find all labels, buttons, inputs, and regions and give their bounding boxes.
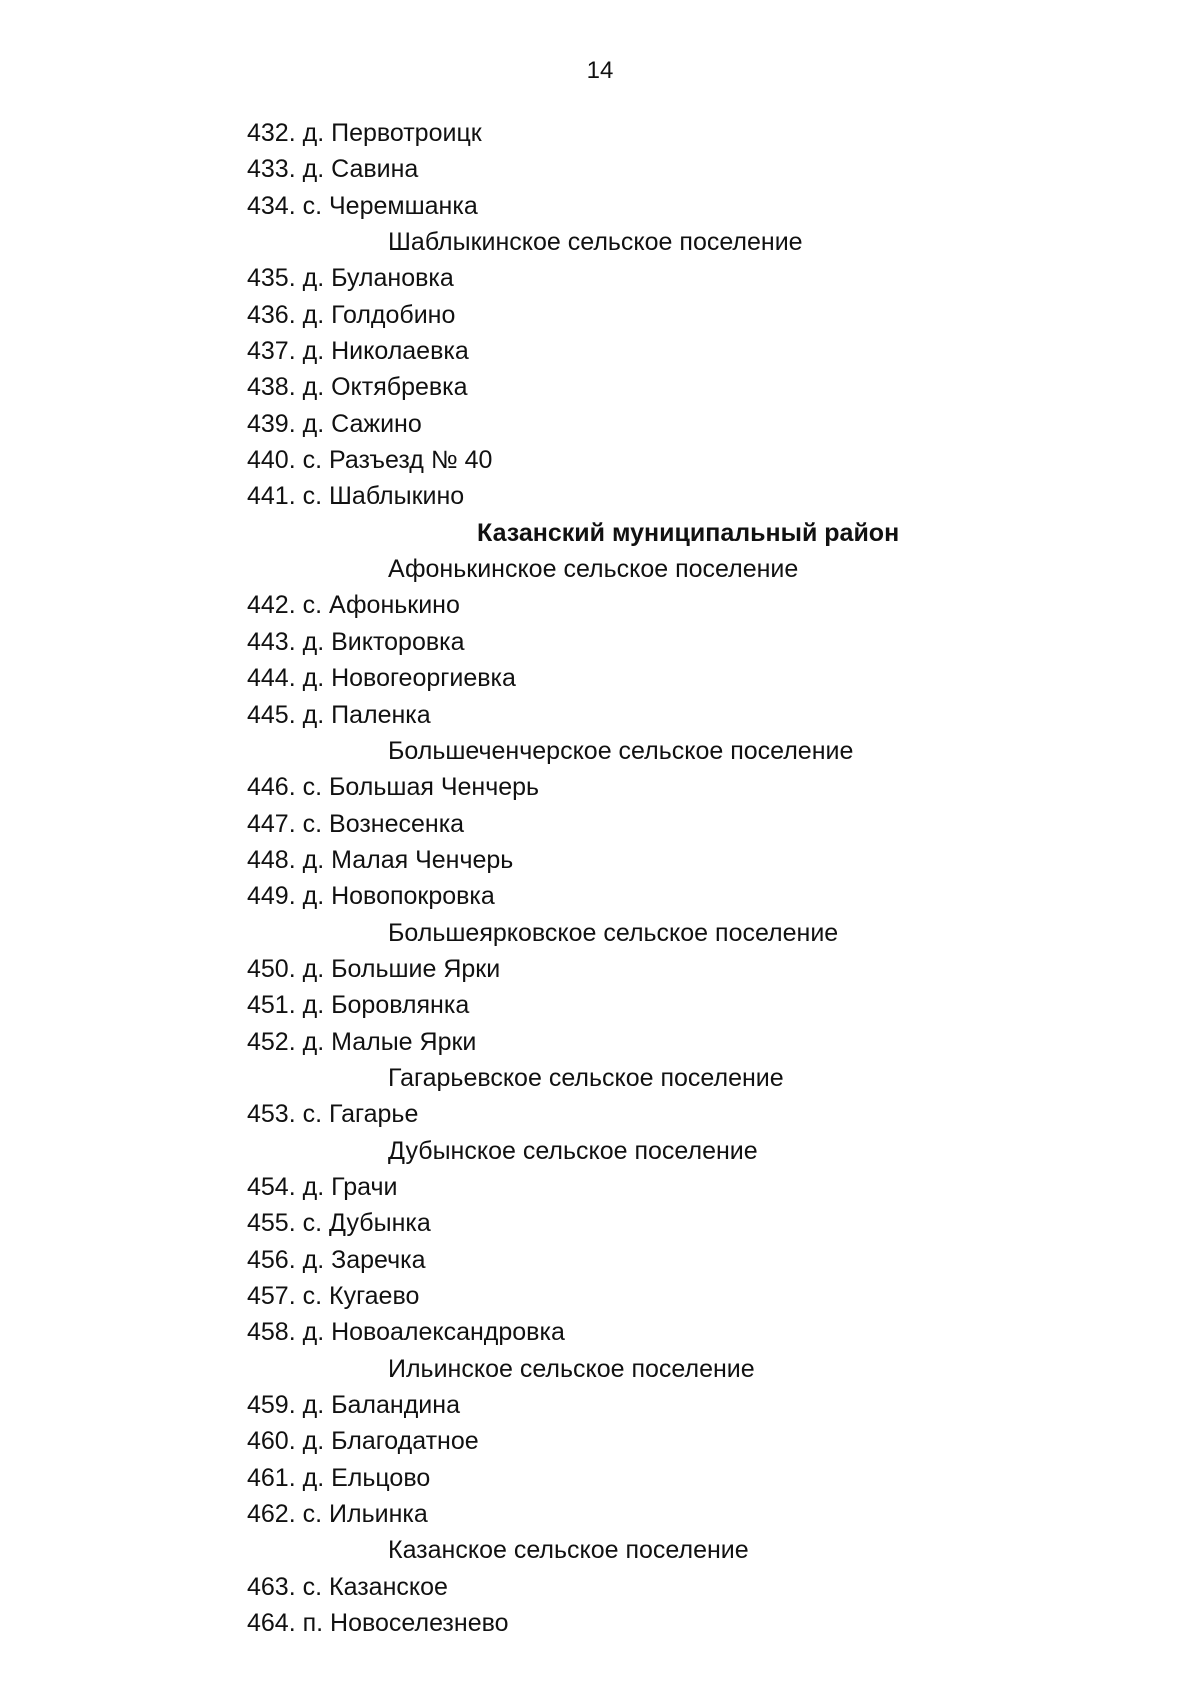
list-item-number: 436. <box>247 300 296 329</box>
list-item <box>0 1387 1200 1423</box>
list-item-number: 453. <box>247 1100 296 1129</box>
list-item-number: 448. <box>247 845 296 874</box>
list-item-name: д. Булановка <box>302 264 454 293</box>
list-item-number: 444. <box>247 664 296 693</box>
settlement-heading: Гагарьевское сельское поселение <box>388 1063 784 1092</box>
list-item-name: д. Николаевка <box>302 337 469 366</box>
list-item-name: с. Ильинка <box>302 1500 428 1529</box>
list-item <box>0 1423 1200 1459</box>
list-item <box>0 697 1200 733</box>
list-item-number: 439. <box>247 409 296 438</box>
settlement-heading: Большеченчерское сельское поселение <box>388 736 854 765</box>
list-item-number: 464. <box>247 1609 296 1638</box>
list-item-name: с. Вознесенка <box>302 809 465 838</box>
list-item-number: 443. <box>247 627 296 656</box>
list-item <box>0 1460 1200 1496</box>
list-item-number: 454. <box>247 1172 296 1201</box>
list-item-number: 445. <box>247 700 296 729</box>
list-item-number: 442. <box>247 591 296 620</box>
settlement-heading: Ильинское сельское поселение <box>388 1354 755 1383</box>
list-item-number: 460. <box>247 1427 296 1456</box>
list-item-name: с. Кугаево <box>302 1282 420 1310</box>
list-item <box>0 1605 1200 1641</box>
list-item <box>0 333 1200 369</box>
list-item <box>0 587 1200 623</box>
list-item-name: д. Боровлянка <box>302 991 470 1020</box>
list-item-name: с. Дубынка <box>302 1209 431 1238</box>
list-item-name: д. Большие Ярки <box>302 954 501 983</box>
list-item <box>0 806 1200 842</box>
list-item <box>0 842 1200 878</box>
list-item-number: 458. <box>247 1318 296 1347</box>
list-item-name: д. Грачи <box>302 1172 398 1201</box>
page-number: 14 <box>586 57 614 84</box>
list-item-number: 461. <box>247 1463 296 1492</box>
settlement-heading: Афонькинское сельское поселение <box>388 555 799 584</box>
list-item <box>0 1169 1200 1205</box>
list-item-number: 456. <box>247 1245 296 1274</box>
list-item <box>0 151 1200 187</box>
list-item-name: с. Большая Ченчерь <box>302 773 540 802</box>
locality-list <box>0 115 1200 1641</box>
list-item-name: д. Баландина <box>302 1391 460 1420</box>
list-item <box>0 297 1200 333</box>
list-item-number: 459. <box>247 1391 296 1420</box>
list-item <box>0 769 1200 805</box>
list-item-number: 441. <box>247 482 296 511</box>
list-item <box>0 369 1200 405</box>
list-item-number: 432. <box>247 119 296 147</box>
list-item-number: 433. <box>247 155 296 184</box>
list-item-number: 446. <box>247 773 296 802</box>
list-item <box>0 478 1200 514</box>
list-item-name: д. Малые Ярки <box>302 1027 477 1056</box>
settlement-heading: Большеярковское сельское поселение <box>388 918 839 947</box>
list-item <box>0 1205 1200 1241</box>
list-item-number: 451. <box>247 991 296 1020</box>
list-item-name: д. Викторовка <box>302 627 465 656</box>
list-item <box>0 1024 1200 1060</box>
list-item-number: 440. <box>247 446 296 475</box>
list-item-name: д. Паленка <box>302 700 431 729</box>
list-item-name: д. Октябревка <box>302 373 468 402</box>
list-item-name: д. Новогеоргиевка <box>302 664 516 693</box>
list-item-number: 438. <box>247 373 296 402</box>
list-item-number: 450. <box>247 954 296 983</box>
list-item <box>0 660 1200 696</box>
list-item <box>0 1242 1200 1278</box>
list-item-name: с. Афонькино <box>302 591 460 620</box>
list-item-name: с. Гагарье <box>302 1100 419 1129</box>
settlement-heading: Шаблыкинское сельское поселение <box>388 228 803 257</box>
list-item-name: д. Сажино <box>302 409 422 438</box>
list-item <box>0 624 1200 660</box>
list-item-name: д. Первотроицк <box>302 119 482 147</box>
list-item-number: 435. <box>247 264 296 293</box>
list-item-number: 455. <box>247 1209 296 1238</box>
list-item-name: д. Новопокровка <box>302 882 495 911</box>
list-item-name: д. Малая Ченчерь <box>302 845 514 874</box>
list-item-name: д. Ельцово <box>302 1463 431 1492</box>
list-item-number: 449. <box>247 882 296 911</box>
list-item-name: с. Разъезд № 40 <box>302 446 493 475</box>
list-item-name: п. Новоселезнево <box>302 1609 509 1638</box>
list-item-number: 437. <box>247 337 296 366</box>
list-item-name: д. Новоалександровка <box>302 1318 565 1347</box>
list-item <box>0 1496 1200 1532</box>
list-item <box>0 260 1200 296</box>
list-item <box>0 1314 1200 1350</box>
list-item-number: 434. <box>247 191 296 220</box>
list-item <box>0 406 1200 442</box>
list-item <box>0 987 1200 1023</box>
list-item <box>0 951 1200 987</box>
settlement-heading: Дубынское сельское поселение <box>388 1136 758 1165</box>
list-item-name: с. Казанское <box>302 1572 448 1601</box>
list-item <box>0 442 1200 478</box>
list-item-number: 452. <box>247 1027 296 1056</box>
list-item-name: д. Савина <box>302 155 419 184</box>
list-item-name: д. Голдобино <box>302 300 456 329</box>
list-item-number: 463. <box>247 1572 296 1601</box>
list-item-name: с. Шаблыкино <box>302 482 465 511</box>
list-item <box>0 115 1200 151</box>
list-item-number: 457. <box>247 1282 296 1310</box>
district-heading: Казанский муниципальный район <box>477 518 900 547</box>
list-item <box>0 1278 1200 1314</box>
list-item-name: с. Черемшанка <box>302 191 478 220</box>
list-item <box>0 188 1200 224</box>
list-item-name: д. Заречка <box>302 1245 426 1274</box>
list-item <box>0 1569 1200 1605</box>
list-item <box>0 878 1200 914</box>
settlement-heading: Казанское сельское поселение <box>388 1536 749 1565</box>
list-item-name: д. Благодатное <box>302 1427 479 1456</box>
list-item <box>0 1096 1200 1132</box>
list-item-number: 447. <box>247 809 296 838</box>
list-item-number: 462. <box>247 1500 296 1529</box>
